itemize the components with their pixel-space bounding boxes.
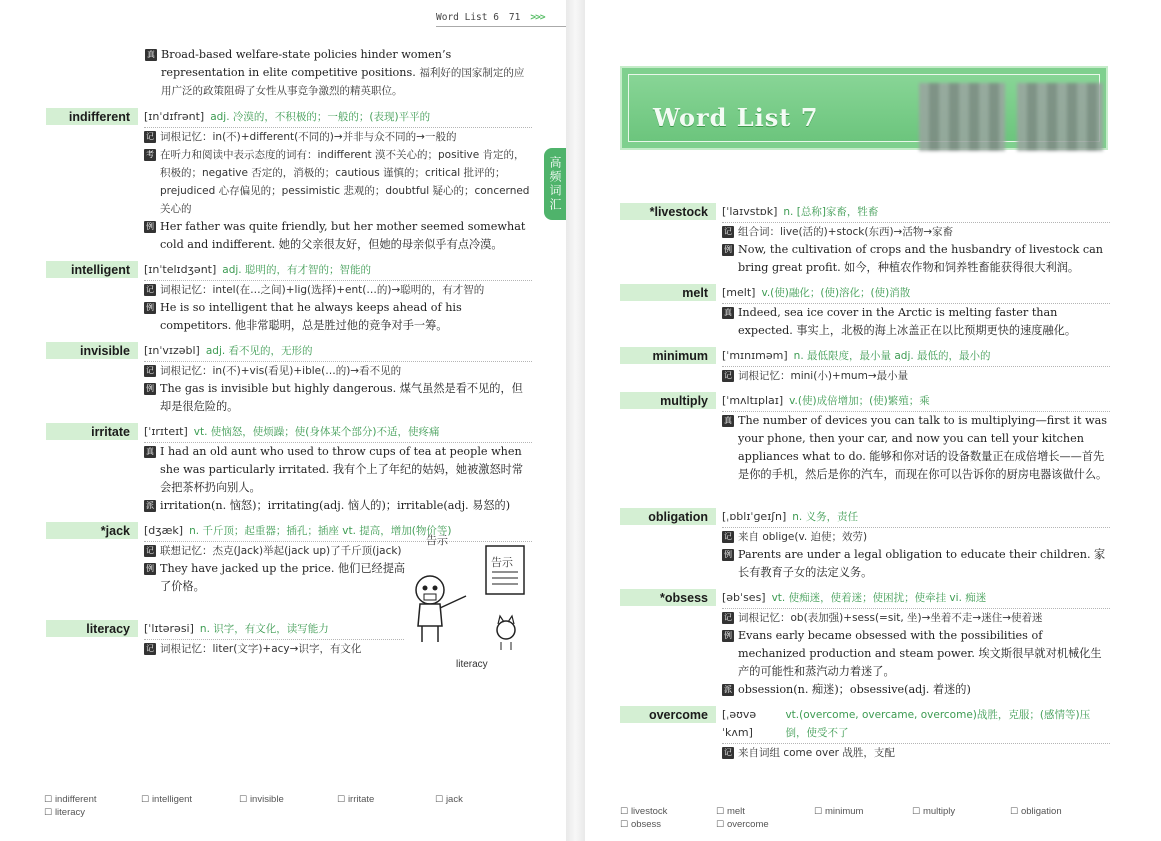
real-exam-icon: 真 [724, 416, 732, 425]
line-text: 词根记忆：in(不)+different(不同的)→并非与众不同的→一般的 [160, 131, 457, 143]
left-page [0, 0, 566, 841]
cartoon-caption: literacy [456, 659, 488, 670]
checkbox-overcome[interactable]: ☐ overcome [716, 819, 769, 830]
line-text: 来自词组 come over 战胜，支配 [738, 747, 895, 759]
book-gutter [566, 0, 585, 841]
headword: minimum [652, 348, 708, 363]
running-head [436, 12, 566, 23]
phonetic: [ɪnˈvɪzəbl] [144, 344, 200, 357]
line-text: 词根记忆：in(不)+vis(看见)+ible(…的)→看不见的 [160, 365, 402, 377]
line-text: Evans early became obsessed with the possibilities of mechanized production and steam power. 埃文斯很早就对机械化生产的可能性和蒸汽动力着迷了。 [738, 629, 1102, 678]
checkbox-multiply[interactable]: ☐ multiply [912, 806, 955, 817]
line-text: I had an old aunt who used to throw cups of tea at people when she was particularly irritated. 我有个上了年纪的姑妈，她被激怒时常会把茶杯扔向别人。 [160, 445, 524, 494]
phonetic: [əbˈses] [722, 591, 766, 604]
banner-inner [628, 74, 1100, 142]
memory-icon: 记 [724, 613, 732, 622]
definition: vt.(overcome, overcame, overcome)战胜，克服；(感情等)压倒，使受不了 [785, 709, 1091, 739]
checkbox-melt[interactable]: ☐ melt [716, 806, 745, 817]
derivative-icon: 派 [724, 685, 732, 694]
exam-icon: 考 [146, 150, 154, 159]
phonetic: [melt] [722, 286, 756, 299]
line-text: The number of devices you can talk to is multiplying—first it was your phone, then your car, and now you can tell your kitchen appliances what to do. 能够和你对话的设备数量正在成倍增长——首先是你的手机，然后是你的汽车，而现在你可以告诉你的厨房电器该做什么。 [738, 414, 1108, 481]
headword: literacy [86, 621, 130, 636]
line-text: 来自 oblige(v. 迫使；效劳) [738, 531, 868, 543]
derivative-icon: 派 [146, 501, 154, 510]
definition: n. 千斤顶；起重器；插孔；插座 vt. 提高，增加(物价等) [189, 525, 452, 537]
arrows-icon: >>> [530, 12, 545, 23]
memory-icon: 记 [146, 285, 154, 294]
definition: n. 识字，有文化，读写能力 [199, 623, 329, 635]
page-number: 71 [508, 12, 521, 23]
example-icon: 例 [724, 550, 732, 559]
memory-icon: 记 [724, 371, 732, 380]
literacy-cartoon [408, 534, 528, 670]
checkbox-livestock[interactable]: ☐ livestock [620, 806, 667, 817]
speech-text: 告示 [426, 534, 448, 547]
memory-icon: 记 [724, 227, 732, 236]
line-text: 在听力和阅读中表示态度的词有：indifferent 漠不关心的；positive 肯定的，积极的；negative 否定的，消极的；cautious 谨慎的；critical 批评的；prejudiced 心存偏见的；pessimistic 悲观的；doubtful 疑心的；concerned 关心的 [160, 149, 530, 215]
real-exam-icon: 真 [724, 308, 732, 317]
real-exam-icon: 真 [146, 447, 154, 456]
word-checklist [620, 806, 1120, 836]
line-text: They have jacked up the price. 他们已经提高了价格。 [160, 562, 406, 593]
checkbox-literacy[interactable]: ☐ literacy [44, 807, 85, 818]
line-text: irritation(n. 恼怒)；irritating(adj. 恼人的)；irritable(adj. 易怒的) [160, 499, 511, 512]
headword: *jack [100, 523, 130, 538]
word-list-banner [620, 66, 1108, 150]
line-text: 词根记忆：ob(表加强)+sess(=sit, 坐)→坐着不走→迷住→使着迷 [738, 612, 1043, 624]
definition: n. [总称]家畜，牲畜 [783, 206, 879, 218]
line-text: Indeed, sea ice cover in the Arctic is melting faster than expected. 事实上，北极的海上冰盖正在以比预期更快的速度融化。 [738, 306, 1077, 337]
example-icon: 例 [146, 384, 154, 393]
phonetic: [ɪnˈdɪfrənt] [144, 110, 205, 123]
example-en: Broad-based welfare-state policies hinder women’s representation in elite competitive positions. [161, 48, 452, 79]
definition: adj. 看不见的，无形的 [205, 345, 313, 357]
example-icon: 例 [724, 631, 732, 640]
right-page [585, 0, 1161, 841]
checkbox-obligation[interactable]: ☐ obligation [1010, 806, 1062, 817]
line-text: 词根记忆：mini(小)+mum→最小量 [738, 370, 909, 382]
sign-text: 告示 [491, 556, 513, 569]
real-exam-icon: 真 [147, 50, 155, 59]
example-icon: 例 [146, 564, 154, 573]
checkbox-indifferent[interactable]: ☐ indifferent [44, 794, 97, 805]
headword: invisible [79, 343, 130, 358]
running-head-label: Word List 6 [436, 12, 499, 23]
line-text: 联想记忆：杰克(Jack)举起(jack up)了千斤顶(jack) [160, 545, 402, 557]
example-icon: 例 [146, 222, 154, 231]
definition: v.(使)融化；(使)溶化；(使)消散 [761, 287, 911, 299]
example-icon: 例 [724, 245, 732, 254]
headword: *obsess [660, 590, 708, 605]
phonetic: [ˈɪrɪteɪt] [144, 425, 188, 438]
side-tab: 高频词汇 [544, 148, 566, 220]
memory-icon: 记 [146, 366, 154, 375]
headword: multiply [660, 393, 708, 408]
blurred-image [1017, 83, 1103, 151]
line-text: Her father was quite friendly, but her mother seemed somewhat cold and indifferent. 她的父亲很友好，但她的母亲似乎有点冷漠。 [160, 220, 526, 251]
phonetic: [ɪnˈtelɪdʒənt] [144, 263, 217, 276]
headword: indifferent [68, 109, 130, 124]
memory-icon: 记 [146, 132, 154, 141]
memory-icon: 记 [724, 532, 732, 541]
definition: vt. 使痴迷，使着迷；使困扰；使牵挂 vi. 痴迷 [771, 592, 987, 604]
line-text: 词根记忆：intel(在…之间)+lig(选择)+ent(…的)→聪明的，有才智的 [160, 284, 485, 296]
headword: obligation [648, 509, 708, 524]
checkbox-obsess[interactable]: ☐ obsess [620, 819, 661, 830]
phonetic: [dʒæk] [144, 524, 184, 537]
phonetic: [ˈlɪtərəsi] [144, 622, 194, 635]
line-text: The gas is invisible but highly dangerous. 煤气虽然是看不见的，但却是很危险的。 [160, 382, 523, 413]
definition: n. 义务，责任 [792, 511, 859, 523]
definition: v.(使)成倍增加；(使)繁殖；乘 [789, 395, 930, 407]
headword: irritate [91, 424, 130, 439]
memory-icon: 记 [146, 644, 154, 653]
phonetic: [ˌəʊvəˈkʌm] [722, 708, 757, 739]
example-icon: 例 [146, 303, 154, 312]
checkbox-intelligent[interactable]: ☐ intelligent [141, 794, 192, 805]
headword: melt [682, 285, 708, 300]
checkbox-invisible[interactable]: ☐ invisible [239, 794, 284, 805]
blurred-image [919, 83, 1005, 151]
line-text: 词根记忆：liter(文字)+acy→识字，有文化 [160, 643, 362, 655]
top-example [145, 46, 531, 100]
definition: adj. 冷漠的，不积极的；一般的；(表现)平平的 [210, 111, 431, 123]
example-cn: 福利好的国家制定的应用广泛的政策阻碍了女性从事竞争激烈的精英职位。 [161, 67, 525, 97]
checkbox-jack[interactable]: ☐ jack [435, 794, 463, 805]
memory-icon: 记 [724, 748, 732, 757]
line-text: Now, the cultivation of crops and the husbandry of livestock can bring great profit. 如今，种植农作物和饲养牲畜能获得很大利润。 [738, 243, 1103, 274]
headword: *livestock [649, 204, 708, 219]
checkbox-irritate[interactable]: ☐ irritate [337, 794, 374, 805]
checkbox-minimum[interactable]: ☐ minimum [814, 806, 863, 817]
line-text: Parents are under a legal obligation to educate their children. 家长有教育子女的法定义务。 [738, 548, 1106, 579]
phonetic: [ˈmɪnɪməm] [722, 349, 788, 362]
headword: intelligent [70, 262, 130, 277]
headword: overcome [648, 707, 708, 722]
definition: adj. 聪明的，有才智的；智能的 [222, 264, 371, 276]
line-text: 组合词：live(活的)+stock(东西)→活物→家畜 [738, 226, 954, 238]
definition: vt. 使恼怒，使烦躁；使(身体某个部分)不适，使疼痛 [193, 426, 440, 438]
phonetic: [ˈlaɪvstɒk] [722, 205, 778, 218]
word-checklist [44, 794, 544, 824]
line-text: He is so intelligent that he always keeps ahead of his competitors. 他非常聪明，总是胜过他的竞争对手一筹。 [160, 301, 462, 332]
phonetic: [ˌɒblɪˈɡeɪʃn] [722, 510, 787, 523]
memory-icon: 记 [146, 546, 154, 555]
line-text: obsession(n. 痴迷)；obsessive(adj. 着迷的) [738, 683, 971, 696]
banner-title: Word List 7 [653, 103, 819, 132]
definition: n. 最低限度，最小量 adj. 最低的，最小的 [793, 350, 991, 362]
phonetic: [ˈmʌltɪplaɪ] [722, 394, 784, 407]
